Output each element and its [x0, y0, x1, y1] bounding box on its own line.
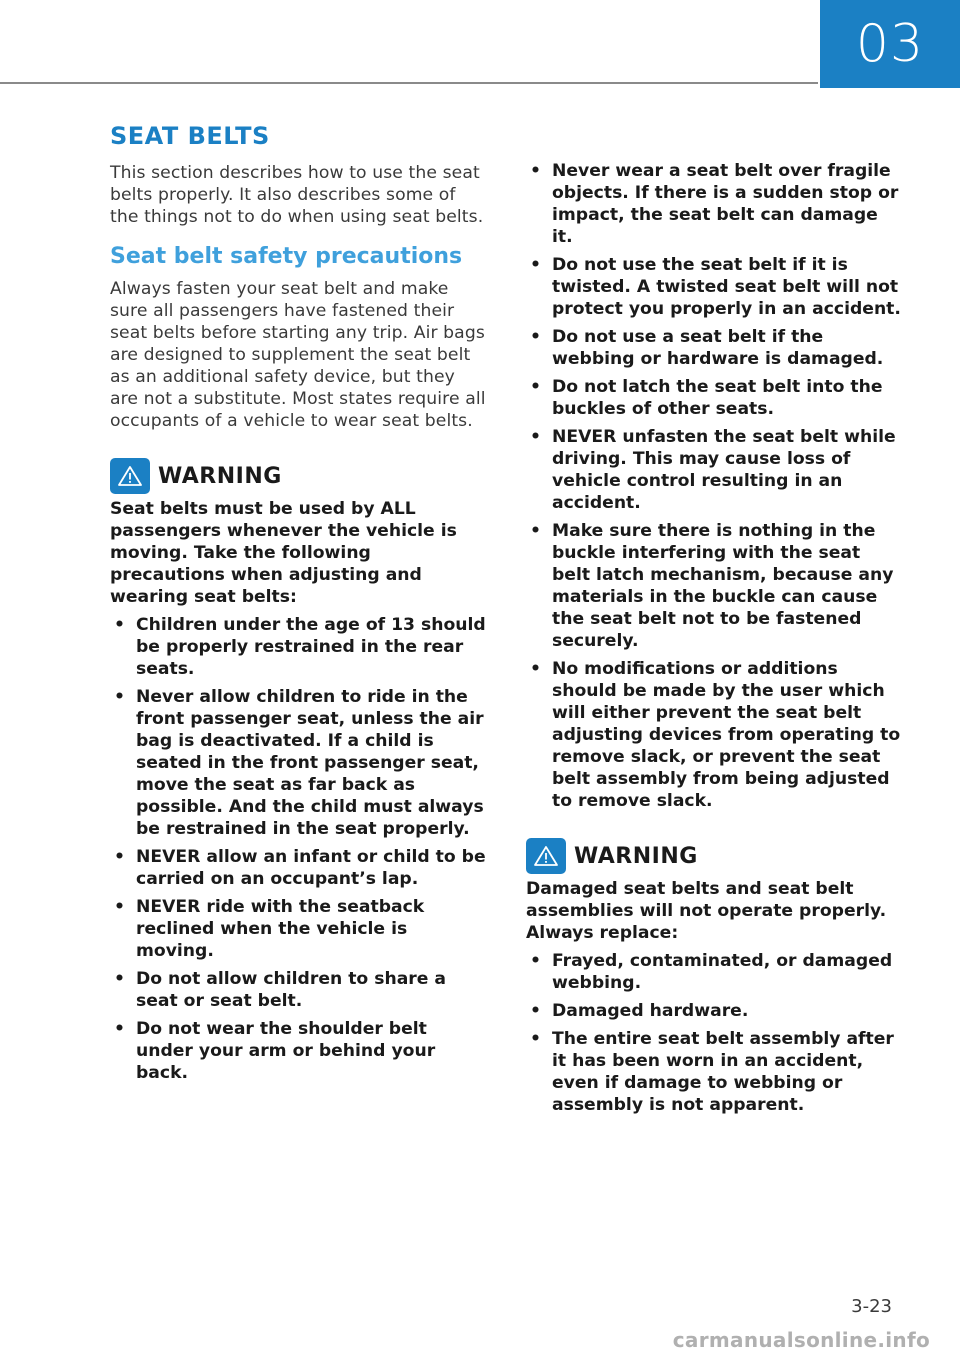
list-item: • Damaged hardware. — [526, 1000, 904, 1022]
warning-header-2 — [526, 838, 904, 874]
warning-triangle-icon — [526, 838, 566, 874]
list-item: • Do not wear the shoulder belt under your arm or behind your back. — [110, 1018, 488, 1084]
chapter-number: 03 — [855, 14, 925, 74]
list-item: • Do not use a seat belt if the webbing or hardware is damaged. — [526, 326, 904, 370]
list-item: • Children under the age of 13 should be properly restrained in the rear seats. — [110, 614, 488, 680]
warning-title-1: WARNING — [158, 463, 282, 489]
list-item: • Frayed, contaminated, or damaged webbing. — [526, 950, 904, 994]
page-number: 3-23 — [851, 1296, 892, 1317]
warning-header-1 — [110, 458, 488, 494]
left-column — [110, 118, 488, 1090]
warning-list-1b — [526, 160, 904, 812]
header-rule — [0, 82, 818, 84]
list-item: • Do not use the seat belt if it is twisted. A twisted seat belt will not protect you properly in an accident. — [526, 254, 904, 320]
warning-title-2: WARNING — [574, 843, 698, 869]
subsection-body: Always fasten your seat belt and make sure all passengers have fastened their seat belts before starting any trip. Air bags are designed to supplement the seat belt as an additional safety device, but they are not a substitute. Most states require all occupants of a vehicle to wear seat belts. — [110, 279, 486, 431]
subsection-title: Seat belt safety precautions — [110, 244, 463, 269]
watermark: carmanualsonline.info — [672, 1328, 930, 1352]
intro-text: This section describes how to use the seat belts properly. It also describes some of the things not to do when using seat belts. — [110, 163, 484, 227]
list-item: • NEVER unfasten the seat belt while driving. This may cause loss of vehicle control resulting in an accident. — [526, 426, 904, 514]
warning-intro-2: Damaged seat belts and seat belt assemblies will not operate properly. Always replace: — [526, 879, 887, 943]
list-item: • The entire seat belt assembly after it has been worn in an accident, even if damage to webbing or assembly is not apparent. — [526, 1028, 904, 1116]
warning-list-2 — [526, 950, 904, 1116]
list-item: • Do not allow children to share a seat or seat belt. — [110, 968, 488, 1012]
list-item: • No modifications or additions should be made by the user which will either prevent the seat belt adjusting devices from operating to remove slack, or prevent the seat belt assembly from being adjusted to remove slack. — [526, 658, 904, 812]
list-item: • NEVER ride with the seatback reclined when the vehicle is moving. — [110, 896, 488, 962]
list-item: • Do not latch the seat belt into the buckles of other seats. — [526, 376, 904, 420]
list-item: • Make sure there is nothing in the buckle interfering with the seat belt latch mechanism, because any materials in the buckle can cause the seat belt not to be fastened securely. — [526, 520, 904, 652]
warning-intro-1: Seat belts must be used by ALL passengers whenever the vehicle is moving. Take the following precautions when adjusting and wearing seat belts: — [110, 499, 457, 607]
chapter-tab — [820, 0, 960, 88]
list-item: • Never wear a seat belt over fragile objects. If there is a sudden stop or impact, the seat belt can damage it. — [526, 160, 904, 248]
section-title: SEAT BELTS — [110, 122, 270, 150]
warning-list-1a — [110, 614, 488, 1084]
list-item: • Never allow children to ride in the front passenger seat, unless the air bag is deactivated. If a child is seated in the front passenger seat, move the seat as far back as possible. And the child must always be restrained in the seat properly. — [110, 686, 488, 840]
warning-triangle-icon — [110, 458, 150, 494]
list-item: • NEVER allow an infant or child to be carried on an occupant’s lap. — [110, 846, 488, 890]
right-column — [526, 160, 904, 1122]
